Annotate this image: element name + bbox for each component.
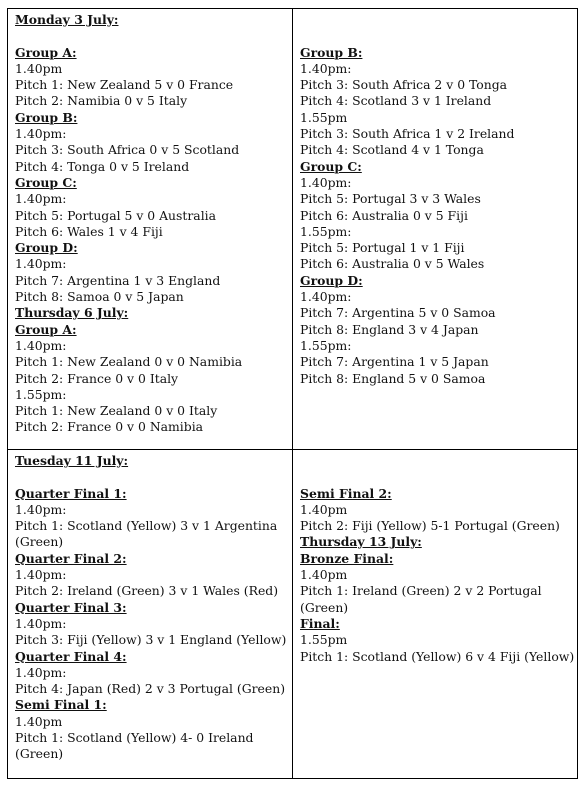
fixture-line: Pitch 2: Namibia 0 v 5 Italy: [15, 93, 188, 109]
section-heading: Group C:: [15, 174, 77, 190]
fixture-line: Pitch 4: Tonga 0 v 5 Ireland: [15, 158, 190, 174]
section-heading: Group D:: [300, 272, 363, 288]
fixture-line: Pitch 1: Ireland (Green) 2 v 2 Portugal (Green): [300, 583, 542, 615]
fixture-line: 1.55pm:: [300, 223, 352, 239]
fixture-line: Pitch 2: France 0 v 0 Italy: [15, 370, 179, 386]
fixture-line: Pitch 8: England 5 v 0 Samoa: [300, 370, 486, 386]
section-heading: Final:: [300, 615, 340, 631]
fixture-line: 1.40pm:: [300, 60, 352, 76]
fixture-line: Pitch 8: England 3 v 4 Japan: [300, 321, 479, 337]
section-heading: Monday 3 July:: [15, 12, 119, 27]
fixture-line: Pitch 5: Portugal 3 v 3 Wales: [300, 191, 481, 207]
section-heading: Group A:: [15, 321, 77, 337]
fixture-line: 1.40pm:: [15, 126, 67, 142]
fixture-line: Pitch 2: Fiji (Yellow) 5-1 Portugal (Green): [300, 518, 560, 534]
table-row: [8, 9, 578, 450]
fixture-line: Pitch 1: Scotland (Yellow) 6 v 4 Fiji (Yellow): [300, 648, 575, 664]
fixture-line: 1.55pm:: [15, 386, 67, 402]
fixtures-document: [7, 8, 578, 778]
section-heading: Bronze Final:: [300, 550, 394, 566]
fixture-line: 1.40pm: [300, 501, 348, 517]
section-heading: Semi Final 2:: [300, 485, 392, 501]
spacer: [300, 469, 571, 485]
fixtures-table: [7, 8, 578, 779]
fixture-line: Pitch 7: Argentina 5 v 0 Samoa: [300, 305, 496, 321]
fixture-line: Pitch 1: New Zealand 0 v 0 Namibia: [15, 354, 243, 370]
table-row: [8, 450, 578, 779]
fixture-line: 1.40pm:: [15, 615, 67, 631]
fixture-line: 1.55pm:: [300, 337, 352, 353]
fixture-line: 1.55pm: [300, 632, 348, 648]
fixture-line: Pitch 1: New Zealand 0 v 0 Italy: [15, 403, 218, 419]
section-heading: Quarter Final 2:: [15, 550, 127, 566]
fixture-line: 1.40pm: [300, 567, 348, 583]
spacer: [300, 12, 571, 28]
section-heading: Group B:: [300, 44, 363, 60]
cell-groups-continued: [293, 9, 578, 450]
fixture-line: Pitch 1: Scotland (Yellow) 3 v 1 Argentina (Green): [15, 518, 278, 550]
fixture-line: Pitch 6: Australia 0 v 5 Wales: [300, 256, 485, 272]
fixture-line: Pitch 7: Argentina 1 v 3 England: [15, 272, 221, 288]
fixture-line: 1.40pm:: [15, 567, 67, 583]
cell-finals: [293, 450, 578, 779]
fixture-line: Pitch 6: Wales 1 v 4 Fiji: [15, 223, 163, 239]
section-heading: Thursday 6 July:: [15, 305, 129, 321]
fixture-line: Pitch 3: South Africa 0 v 5 Scotland: [15, 142, 240, 158]
fixture-line: Pitch 5: Portugal 5 v 0 Australia: [15, 207, 217, 223]
spacer: [300, 453, 571, 469]
spacer: [15, 469, 286, 485]
spacer: [300, 28, 571, 44]
section-heading: Quarter Final 1:: [15, 485, 127, 501]
fixture-line: Pitch 3: South Africa 1 v 2 Ireland: [300, 126, 515, 142]
fixture-line: Pitch 7: Argentina 1 v 5 Japan: [300, 354, 489, 370]
fixture-line: Pitch 3: South Africa 2 v 0 Tonga: [300, 77, 508, 93]
fixture-line: Pitch 1: New Zealand 5 v 0 France: [15, 77, 234, 93]
cell-monday-3-july: [8, 9, 293, 450]
fixture-line: 1.40pm:: [15, 664, 67, 680]
fixture-line: Pitch 4: Scotland 4 v 1 Tonga: [300, 142, 484, 158]
fixture-line: 1.40pm: [15, 713, 63, 729]
spacer: [15, 28, 286, 44]
fixture-line: 1.40pm:: [15, 501, 67, 517]
fixture-line: Pitch 6: Australia 0 v 5 Fiji: [300, 207, 468, 223]
section-heading: Tuesday 11 July:: [15, 453, 129, 468]
fixture-line: Pitch 8: Samoa 0 v 5 Japan: [15, 289, 184, 305]
cell-tuesday-11-july: [8, 450, 293, 779]
section-heading: Group B:: [15, 109, 78, 125]
section-heading: Semi Final 1:: [15, 697, 107, 713]
fixture-line: 1.40pm:: [300, 289, 352, 305]
fixture-line: Pitch 5: Portugal 1 v 1 Fiji: [300, 240, 465, 256]
fixture-line: 1.40pm: [15, 60, 63, 76]
section-heading: Group D:: [15, 240, 78, 256]
fixture-line: Pitch 3: Fiji (Yellow) 3 v 1 England (Yellow): [15, 632, 287, 648]
fixture-line: 1.40pm:: [15, 337, 67, 353]
section-heading: Quarter Final 4:: [15, 648, 127, 664]
fixture-line: Pitch 2: Ireland (Green) 3 v 1 Wales (Red): [15, 583, 279, 599]
fixture-line: 1.40pm:: [15, 256, 67, 272]
fixture-line: 1.55pm: [300, 109, 348, 125]
fixture-line: Pitch 1: Scotland (Yellow) 4- 0 Ireland (Green): [15, 730, 254, 762]
fixture-line: Pitch 4: Scotland 3 v 1 Ireland: [300, 93, 492, 109]
section-heading: Group C:: [300, 158, 362, 174]
fixture-line: 1.40pm:: [300, 174, 352, 190]
fixture-line: 1.40pm:: [15, 191, 67, 207]
fixture-line: Pitch 4: Japan (Red) 2 v 3 Portugal (Green): [15, 681, 286, 697]
section-heading: Quarter Final 3:: [15, 599, 127, 615]
section-heading: Group A:: [15, 44, 77, 60]
fixture-line: Pitch 2: France 0 v 0 Namibia: [15, 419, 204, 435]
section-heading: Thursday 13 July:: [300, 534, 422, 550]
